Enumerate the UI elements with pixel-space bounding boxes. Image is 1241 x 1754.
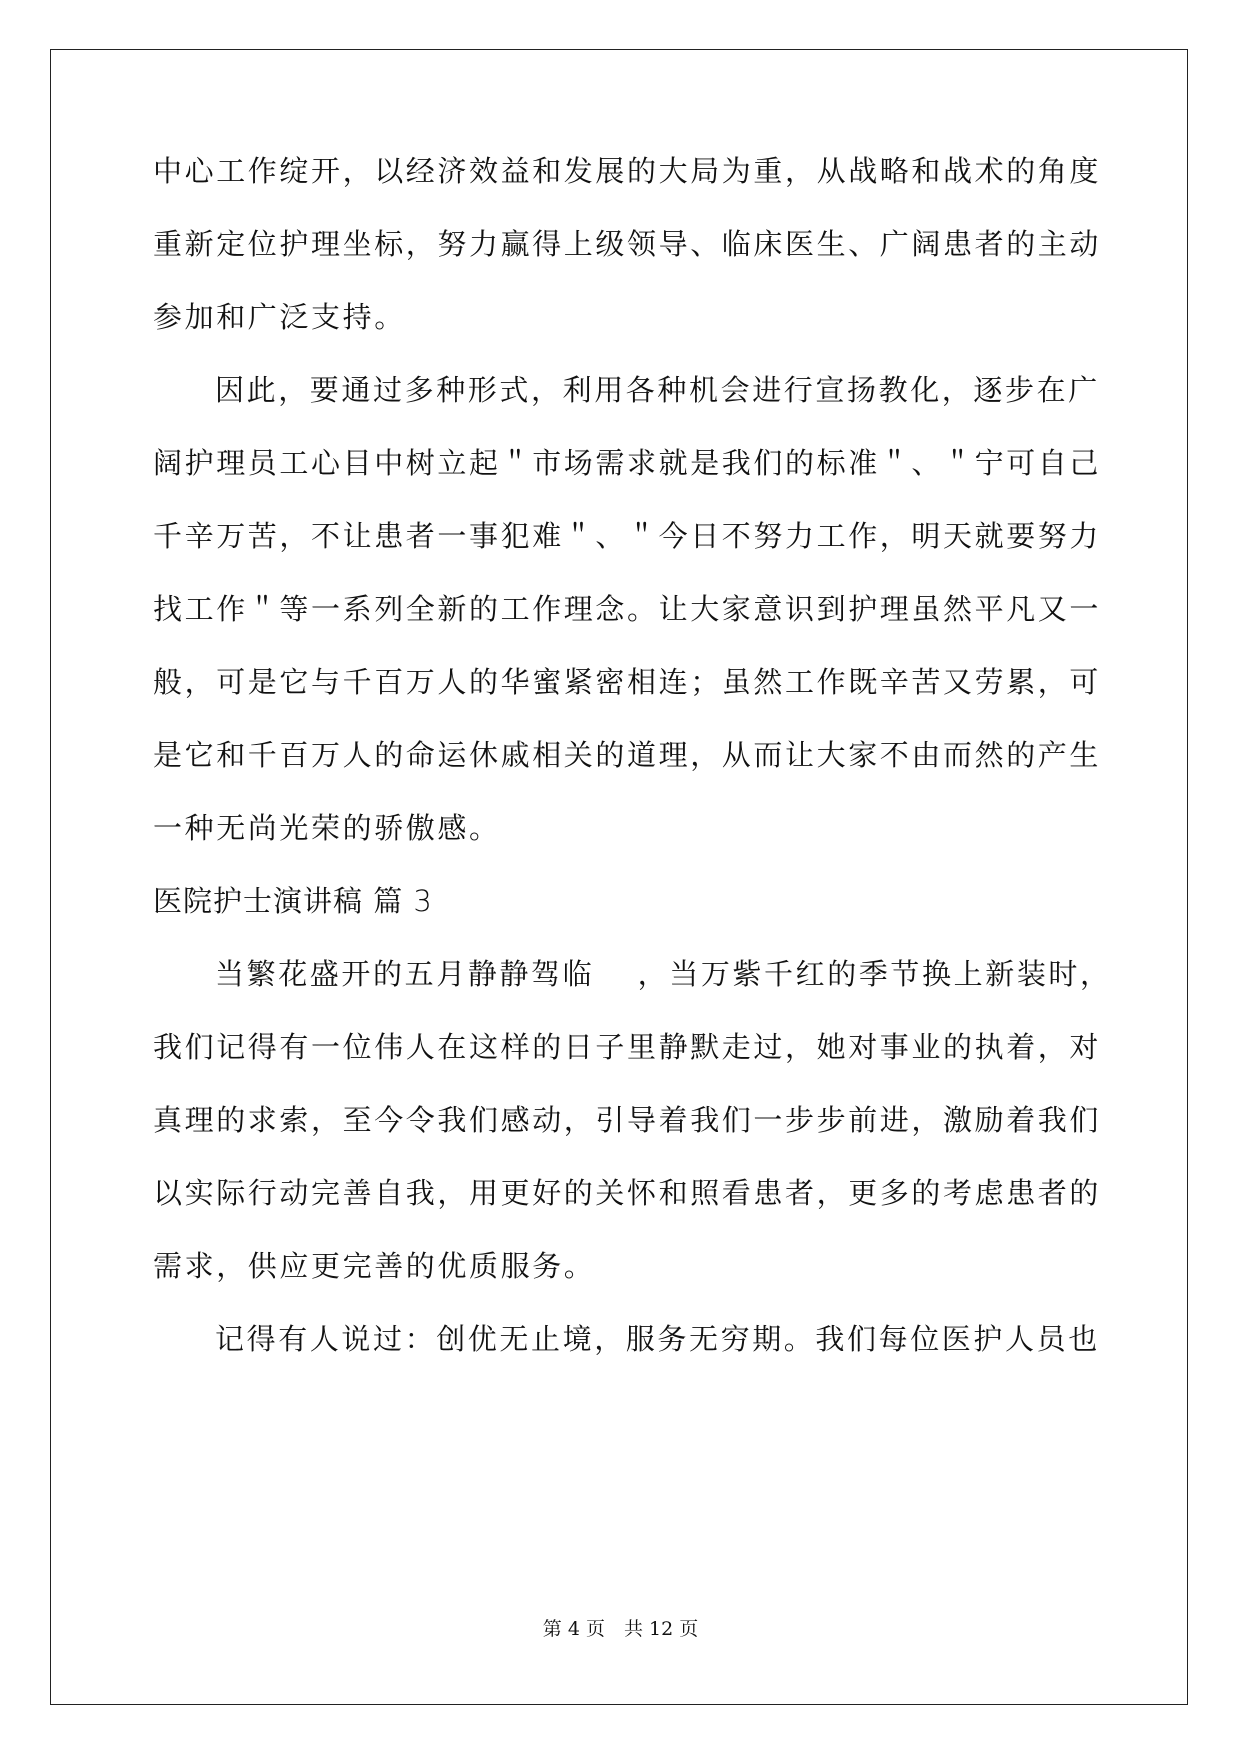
paragraph-line: 千辛万苦，不让患者一事犯难＂、＂今日不努力工作，明天就要努力 bbox=[153, 519, 1102, 553]
paragraph-line: 因此，要通过多种形式，利用各种机会进行宣扬教化，逐步在广 bbox=[215, 373, 1100, 407]
paragraph-line: 般，可是它与千百万人的华蜜紧密相连；虽然工作既辛苦又劳累，可 bbox=[153, 665, 1102, 699]
paragraph-line: 中心工作绽开，以经济效益和发展的大局为重，从战略和战术的角度 bbox=[153, 154, 1102, 188]
paragraph-line: 一种无尚光荣的骄傲感。 bbox=[153, 811, 501, 845]
paragraph-line: 找工作＂等一系列全新的工作理念。让大家意识到护理虽然平凡又一 bbox=[153, 592, 1102, 626]
paragraph-line: 是它和千百万人的命运休戚相关的道理，从而让大家不由而然的产生 bbox=[153, 738, 1102, 772]
paragraph-line: 记得有人说过：创优无止境，服务无穷期。我们每位医护人员也 bbox=[215, 1322, 1100, 1356]
paragraph-line: 以实际行动完善自我，用更好的关怀和照看患者，更多的考虑患者的 bbox=[153, 1176, 1102, 1210]
paragraph-line: 需求，供应更完善的优质服务。 bbox=[153, 1249, 596, 1283]
paragraph-line: 参加和广泛支持。 bbox=[153, 300, 406, 334]
page-number-footer: 第 4 页 共 12 页 bbox=[542, 1618, 699, 1640]
paragraph-line: 我们记得有一位伟人在这样的日子里静默走过，她对事业的执着，对 bbox=[153, 1030, 1102, 1064]
section-heading: 医院护士演讲稿 篇 3 bbox=[153, 884, 433, 918]
paragraph-line: 阔护理员工心目中树立起＂市场需求就是我们的标准＂、＂宁可自己 bbox=[153, 446, 1102, 480]
paragraph-line: 当繁花盛开的五月静静驾临 ，当万紫千红的季节换上新装时， bbox=[215, 957, 1112, 991]
paragraph-line: 重新定位护理坐标，努力赢得上级领导、临床医生、广阔患者的主动 bbox=[153, 227, 1102, 261]
paragraph-line: 真理的求索，至今令我们感动，引导着我们一步步前进，激励着我们 bbox=[153, 1103, 1102, 1137]
